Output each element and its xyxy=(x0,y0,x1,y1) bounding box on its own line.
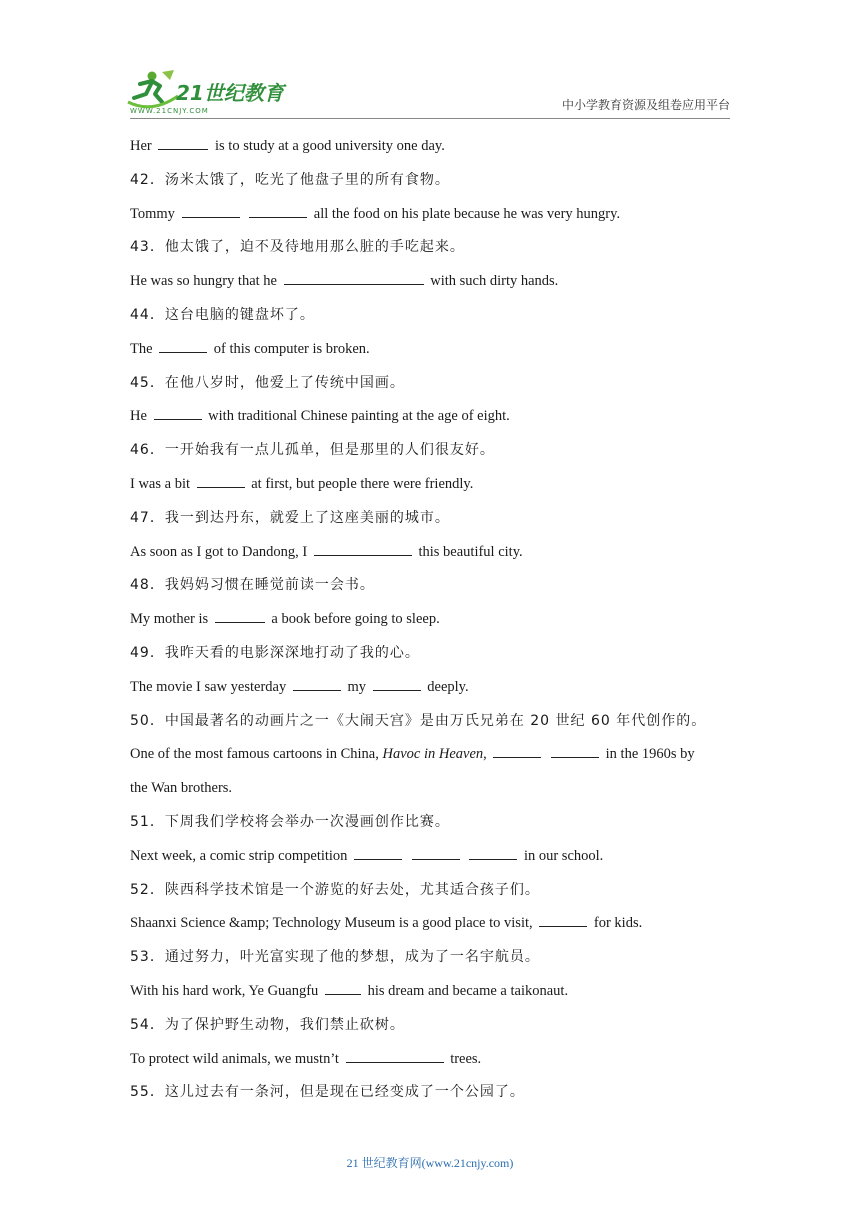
question-55: 55．这儿过去有一条河，但是现在已经变成了一个公园了。 xyxy=(130,1084,525,1101)
site-logo xyxy=(122,68,292,116)
line-text: Her xyxy=(130,138,152,154)
question-45: 45．在他八岁时，他爱上了传统中国画。 xyxy=(130,374,405,391)
line-text: with traditional Chinese painting at the age of eight. xyxy=(208,408,510,425)
answer-line-47 xyxy=(130,536,730,570)
answer-blank xyxy=(197,477,245,488)
answer-blank xyxy=(346,1052,444,1063)
line-text: all the food on his plate because he was very hungry. xyxy=(313,205,621,222)
line-text: trees. xyxy=(450,1050,482,1067)
answer-blank xyxy=(249,207,307,218)
line-text: He was so hungry that he xyxy=(130,273,277,290)
answer-line-52 xyxy=(130,907,730,941)
answer-line-53 xyxy=(130,975,730,1009)
answer-blank xyxy=(354,849,402,860)
question-42: 42．汤米太饿了，吃光了他盘子里的所有食物。 xyxy=(130,171,450,188)
question-54: 54．为了保护野生动物，我们禁止砍树。 xyxy=(130,1016,405,1033)
line-text: , xyxy=(483,746,487,763)
question-53: 53．通过努力，叶光富实现了他的梦想，成为了一名宇航员。 xyxy=(130,949,540,966)
line-text: deeply. xyxy=(427,678,469,695)
line-text: With his hard work, Ye Guangfu xyxy=(130,982,319,999)
answer-blank xyxy=(551,747,599,758)
page-header xyxy=(0,0,860,126)
answer-blank xyxy=(293,680,341,691)
answer-blank xyxy=(325,984,361,995)
answer-line-50 xyxy=(130,738,730,772)
line-text: at first, but people there were friendly. xyxy=(251,475,474,492)
question-44: 44．这台电脑的键盘坏了。 xyxy=(130,306,315,323)
exercise-body xyxy=(130,130,730,1110)
question-52: 52．陕西科学技术馆是一个游览的好去处，尤其适合孩子们。 xyxy=(130,881,540,898)
svg-text:21世纪教育: 21世纪教育 xyxy=(176,81,284,105)
platform-caption: 中小学教育资源及组卷应用平台 xyxy=(561,98,730,112)
answer-blank xyxy=(284,274,424,285)
answer-blank xyxy=(158,139,208,150)
answer-blank xyxy=(215,612,265,623)
answer-line-45 xyxy=(130,400,730,434)
question-49: 49．我昨天看的电影深深地打动了我的心。 xyxy=(130,644,420,661)
header-divider xyxy=(130,118,730,119)
line-text: his dream and became a taikonaut. xyxy=(367,982,569,999)
cartoon-title: Havoc in Heaven xyxy=(382,746,484,763)
answer-blank xyxy=(154,409,202,420)
line-text: My mother is xyxy=(130,611,209,628)
line-text: of this computer is broken. xyxy=(213,340,370,357)
answer-line-41 xyxy=(130,130,730,164)
question-46: 46．一开始我有一点儿孤单，但是那里的人们很友好。 xyxy=(130,442,495,459)
answer-blank xyxy=(469,849,517,860)
answer-line-43 xyxy=(130,265,730,299)
question-51: 51．下周我们学校将会举办一次漫画创作比赛。 xyxy=(130,813,450,830)
question-43: 43．他太饿了，迫不及待地用那么脏的手吃起来。 xyxy=(130,239,465,256)
line-text: He xyxy=(130,408,147,425)
line-text: The movie I saw yesterday xyxy=(130,678,287,695)
answer-blank xyxy=(182,207,240,218)
answer-line-42 xyxy=(130,198,730,232)
line-text: One of the most famous cartoons in China, xyxy=(130,746,379,763)
line-text: Tommy xyxy=(130,205,175,222)
line-text: To protect wild animals, we mustn’t xyxy=(130,1050,339,1067)
answer-blank xyxy=(539,916,587,927)
line-text: Next week, a comic strip competition xyxy=(130,847,348,864)
answer-line-49 xyxy=(130,671,730,705)
answer-blank xyxy=(159,342,207,353)
line-text: As soon as I got to Dandong, I xyxy=(130,543,308,560)
line-text: in the 1960s by xyxy=(605,746,695,763)
answer-line-51 xyxy=(130,840,730,874)
answer-line-48 xyxy=(130,603,730,637)
question-48: 48．我妈妈习惯在睡觉前读一会书。 xyxy=(130,577,375,594)
answer-blank xyxy=(314,545,412,556)
answer-line-50-cont: the Wan brothers. xyxy=(130,780,233,797)
line-text: is to study at a good university one day. xyxy=(215,138,445,154)
answer-blank xyxy=(412,849,460,860)
line-text: this beautiful city. xyxy=(418,543,523,560)
page-footer: 21 世纪教育网(www.21cnjy.com) xyxy=(346,1156,514,1170)
line-text: The xyxy=(130,340,153,357)
line-text: in our school. xyxy=(523,847,604,864)
answer-line-54 xyxy=(130,1043,730,1077)
line-text: I was a bit xyxy=(130,475,190,492)
line-text: my xyxy=(347,678,367,695)
line-text: Shaanxi Science &amp; Technology Museum is a good place to visit, xyxy=(130,915,533,932)
question-50: 50．中国最著名的动画片之一《大闹天宫》是由万氏兄弟在 20 世纪 60 年代创作的。 xyxy=(130,712,707,729)
svg-text:WWW.21CNJY.COM: WWW.21CNJY.COM xyxy=(130,107,209,115)
line-text: for kids. xyxy=(593,915,643,932)
answer-line-46 xyxy=(130,468,730,502)
answer-line-44 xyxy=(130,333,730,367)
line-text: with such dirty hands. xyxy=(430,273,559,290)
line-text: a book before going to sleep. xyxy=(271,611,440,628)
question-47: 47．我一到达丹东，就爱上了这座美丽的城市。 xyxy=(130,509,450,526)
answer-blank xyxy=(373,680,421,691)
answer-blank xyxy=(493,747,541,758)
